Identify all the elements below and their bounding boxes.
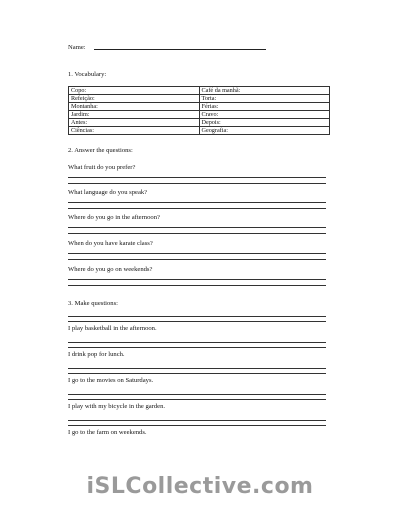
answer-line bbox=[68, 202, 326, 203]
table-row bbox=[69, 87, 330, 95]
statement-text: I drink pop for lunch. bbox=[68, 351, 125, 358]
answer-line bbox=[68, 394, 326, 395]
answer-line bbox=[68, 279, 326, 280]
table-cell: Depois: bbox=[199, 119, 330, 127]
section3-heading: 3. Make questions: bbox=[68, 300, 118, 307]
table-cell: Antes: bbox=[69, 119, 200, 127]
statement-text: I play basketball in the afternoon. bbox=[68, 325, 157, 332]
answer-line bbox=[68, 285, 326, 286]
table-cell: Cravo: bbox=[199, 111, 330, 119]
table-cell: Torta: bbox=[199, 95, 330, 103]
answer-line bbox=[68, 321, 326, 322]
table-cell: Jardim: bbox=[69, 111, 200, 119]
answer-line bbox=[68, 177, 326, 178]
table-row bbox=[69, 95, 330, 103]
question-text: Where do you go in the afternoon? bbox=[68, 214, 160, 221]
table-cell: Ciências: bbox=[69, 127, 200, 135]
statement-text: I go to the movies on Saturdays. bbox=[68, 377, 154, 384]
answer-line bbox=[68, 183, 326, 184]
answer-line bbox=[68, 227, 326, 228]
table-row bbox=[69, 127, 330, 135]
table-cell: Refeição: bbox=[69, 95, 200, 103]
table-cell: Geografia: bbox=[199, 127, 330, 135]
table-row bbox=[69, 103, 330, 111]
answer-line bbox=[68, 373, 326, 374]
table-cell: Montanha: bbox=[69, 103, 200, 111]
vocabulary-table bbox=[68, 86, 330, 135]
statement-text: I play with my bicycle in the garden. bbox=[68, 403, 166, 410]
vocabulary-heading: 1. Vocabulary: bbox=[68, 71, 107, 78]
answer-line bbox=[68, 342, 326, 343]
answer-line bbox=[68, 425, 326, 426]
answer-line bbox=[68, 259, 326, 260]
answer-line bbox=[68, 208, 326, 209]
site-watermark: iSLCollective.com bbox=[86, 474, 314, 499]
name-answer-line bbox=[94, 49, 266, 50]
question-text: What fruit do you prefer? bbox=[68, 164, 136, 171]
answer-line bbox=[68, 368, 326, 369]
answer-line bbox=[68, 347, 326, 348]
question-text: What language do you speak? bbox=[68, 189, 148, 196]
answer-line bbox=[68, 399, 326, 400]
name-label: Name: bbox=[68, 44, 86, 51]
table-row bbox=[69, 111, 330, 119]
question-text: When do you have karate class? bbox=[68, 240, 153, 247]
answer-line bbox=[68, 316, 326, 317]
statement-text: I go to the farm on weekends. bbox=[68, 429, 147, 436]
table-cell: Férias: bbox=[199, 103, 330, 111]
question-text: Where do you go on weekends? bbox=[68, 266, 153, 273]
table-cell: Café da manhã: bbox=[199, 87, 330, 95]
section2-heading: 2. Answer the questions: bbox=[68, 147, 133, 154]
table-row bbox=[69, 119, 330, 127]
answer-line bbox=[68, 253, 326, 254]
answer-line bbox=[68, 420, 326, 421]
answer-line bbox=[68, 233, 326, 234]
table-cell: Copo: bbox=[69, 87, 200, 95]
